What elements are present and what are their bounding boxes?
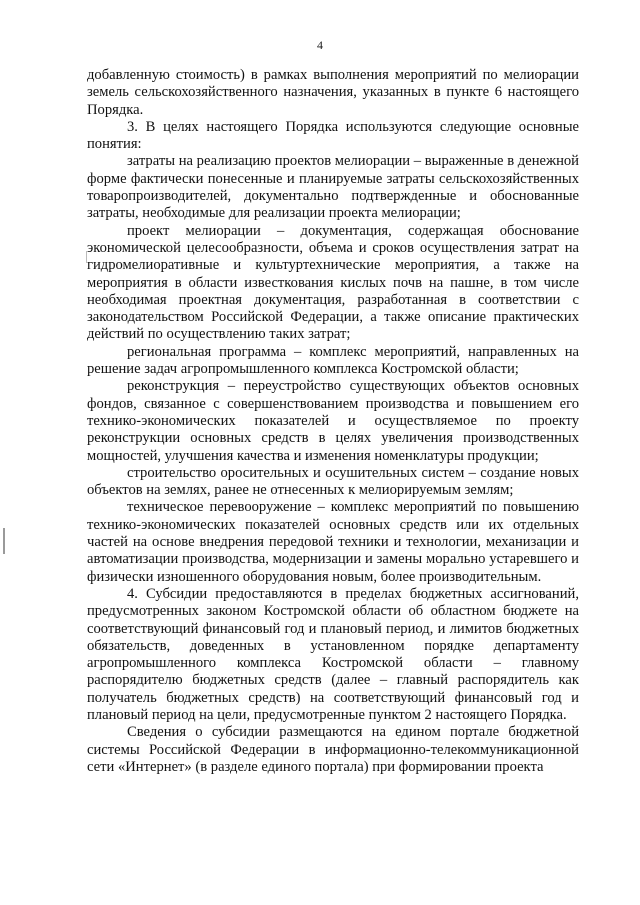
- paragraph-subsidy-info: Сведения о субсидии размещаются на едином портале бюджетной системы Российской Федерации в информационно-телекоммуникационной сети «Интернет» (в разделе единого портала) при формировании проекта: [87, 724, 579, 775]
- definition-reconstruction: реконструкция – переустройство существующих объектов основных фондов, связанное с совершенствованием производства и повышением его технико-экономических показателей и осуществляемое по проекту реконструкции основных средств в целях увеличения производственных мощностей, улучшения качества и изменения номенклатуры продукции;: [87, 378, 579, 464]
- definition-reequipment: техническое перевооружение – комплекс мероприятий по повышению технико-экономических показателей основных средств или их отдельных частей на основе внедрения передовой техники и технологии, механизации и автоматизации производства, модернизации и замены морально устаревшего и физически изношенного оборудования новым, более производительным.: [87, 499, 579, 585]
- definition-costs: затраты на реализацию проектов мелиорации – выраженные в денежной форме фактически понесенные и планируемые затраты сельскохозяйственных товаропроизводителей, документально подтвержденные и обоснованные затраты, необходимые для реализации проекта мелиорации;: [87, 153, 579, 222]
- document-body: [87, 67, 579, 776]
- paragraph-continuation: добавленную стоимость) в рамках выполнения мероприятий по мелиорации земель сельскохозяйственного назначения, указанных в пункте 6 настоящего Порядка.: [87, 67, 579, 118]
- page-number: 4: [317, 38, 323, 52]
- definition-project: проект мелиорации – документация, содержащая обоснование экономической целесообразности, объема и сроков осуществления затрат на гидромелиоративные и культуртехнические мероприятия, а также на мероприятия в области известкования кислых почв на пашне, в том числе необходимая проектная документация, разработанная в соответствии с законодательством Российской Федерации, а также описание практических действий по осуществлению таких затрат;: [87, 222, 579, 343]
- scan-margin-mark: [3, 528, 5, 554]
- scan-margin-mark: [86, 251, 87, 263]
- definition-construction: строительство оросительных и осушительных систем – создание новых объектов на землях, ранее не отнесенных к мелиорируемым землям;: [87, 464, 579, 499]
- paragraph-item-3: 3. В целях настоящего Порядка используются следующие основные понятия:: [87, 118, 579, 153]
- paragraph-item-4: 4. Субсидии предоставляются в пределах бюджетных ассигнований, предусмотренных законом Костромской области об областном бюджете на соответствующий финансовый год и плановый период, и лимитов бюджетных обязательств, доведенных в установленном порядке департаменту агропромышленного комплекса Костромской области – главному распорядителю бюджетных средств (далее – главный распорядитель как получатель бюджетных средств) на соответствующий финансовый год и плановый период на цели, предусмотренные пунктом 2 настоящего Порядка.: [87, 585, 579, 723]
- definition-regional-program: региональная программа – комплекс мероприятий, направленных на решение задач агропромышленного комплекса Костромской области;: [87, 343, 579, 378]
